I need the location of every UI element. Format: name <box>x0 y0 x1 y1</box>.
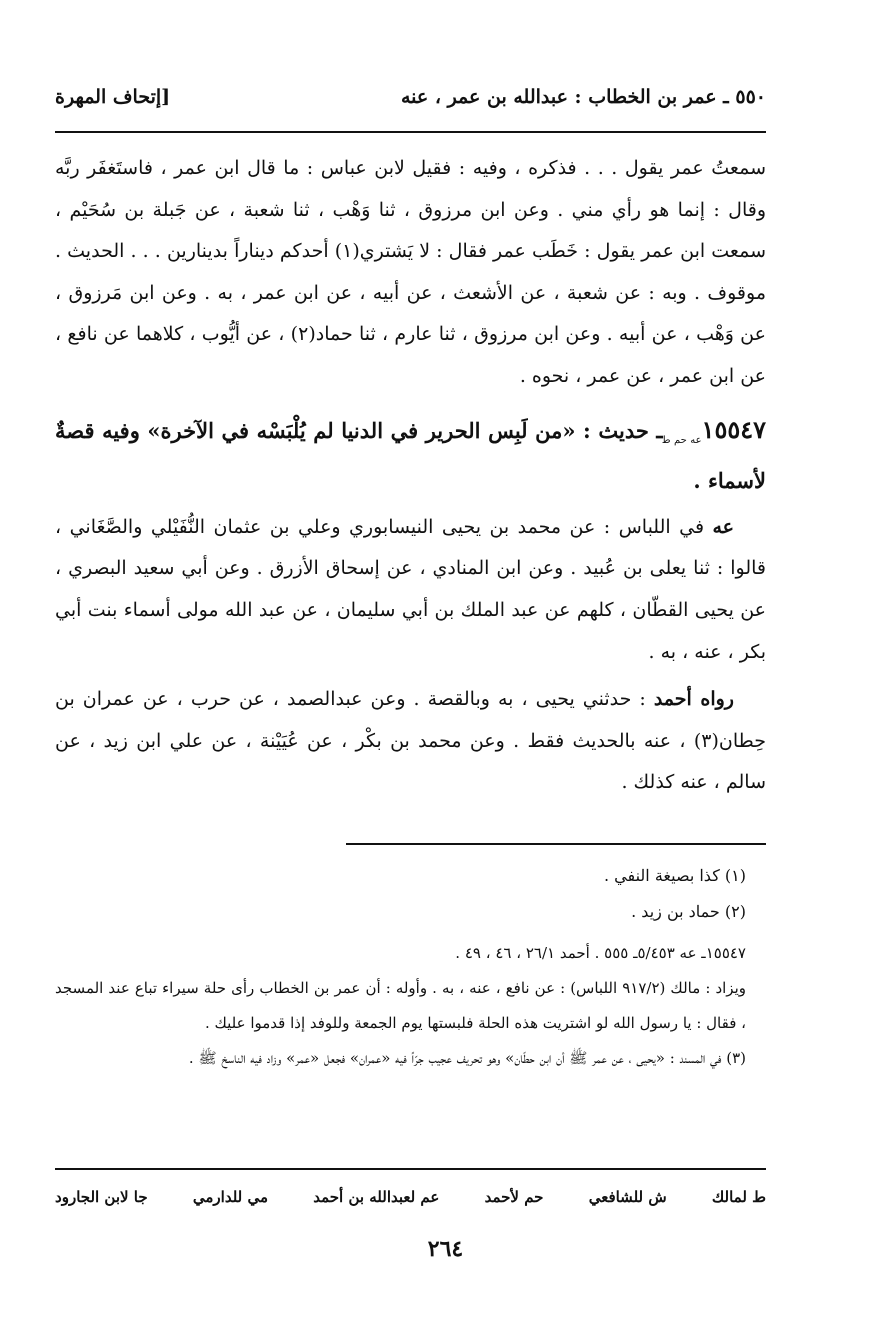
header-divider <box>55 131 766 133</box>
source-lead: رواه أحمد <box>653 688 734 711</box>
paragraph-ahmad <box>55 679 766 804</box>
abbreviation-item: جا لابن الجارود <box>55 1188 148 1206</box>
source-lead: عه <box>712 515 735 538</box>
footnotes <box>55 858 766 1076</box>
footnote-2: (٢) حماد بن زيد . <box>631 902 746 921</box>
hadith-title: ـ حديث : «من لَبِس الحرير في الدنيا لم يُلْبَسْه في الآخرة» وفيه قصةٌ لأسماء . <box>55 417 766 493</box>
header-book-title: [إتحاف المهرة <box>55 86 171 108</box>
footnote-divider <box>346 843 766 845</box>
footnote-reference: ١٥٥٤٧ـ عه ٥/٤٥٣ـ ٥٥٥ . أحمد ٢٦/١ ، ٤٦ ، ٤٩ . <box>455 944 746 962</box>
abbreviation-item: مي للدارمي <box>192 1188 268 1206</box>
paragraph-text: في اللباس : عن محمد بن يحيى النيسابوري وعلي بن عثمان النُّفَيْلي والصَّغَاني ، قالوا : ثنا يعلى بن عُبيد . وعن ابن المنادي ، عن إسحاق الأزرق . وعن أبي سعيد البصري ، عن يحيى القطّان ، كلهم عن عبد الملك بن أبي سليمان ، عن عبد الله مولى أسماء بنت أبي بكر ، عنه ، به . <box>55 515 766 663</box>
footnote-addition: ويزاد : مالك (٩١٧/٢ اللباس) : عن نافع ، عنه ، به . وأوله : أن عمر بن الخطاب رأى حلة سيراء تباع عند المسجد ، فقال : يا رسول الله لو اشتريت هذه الحلة فلبستها يوم الجمعة وللوفد إذا قدموا عليك . <box>55 979 746 1032</box>
abbreviation-item: ش للشافعي <box>588 1188 667 1206</box>
abbreviation-key <box>55 1180 766 1214</box>
page-number: ٢٦٤ <box>427 1236 464 1262</box>
footer-divider <box>55 1168 766 1170</box>
footnote-3: (٣) في المسند : «يحيى ، عن عمر ﷺ أن ابن حطّان» وهو تحريف عجيب جرّاً فيه «عمران» فجعل «عمر» وزاد فيه الناسخ ﷺ . <box>188 1049 746 1067</box>
hadith-number: ١٥٥٤٧ <box>701 414 766 444</box>
main-text <box>55 148 766 804</box>
abbreviation-item: ط لمالك <box>711 1188 766 1206</box>
running-header <box>55 82 766 122</box>
footnote-1: (١) كذا بصيغة النفي . <box>603 866 746 885</box>
paragraph-continued: سمعتُ عمر يقول . . . فذكره ، وفيه : فقيل لابن عباس : ما قال ابن عمر ، فاستَغفَر ربَّه وقال : إنما هو رأي مني . وعن ابن مرزوق ، ثنا وَهْب ، ثنا شعبة ، عن جَبلة بن سُحَيْم ، سمعت ابن عمر يقول : خَطَب عمر فقال : لا يَشتري(١) أحدكم ديناراً بدينارين . . . الحديث . موقوف . وبه : عن شعبة ، عن الأشعث ، عن أبيه ، عن ابن عمر ، به . وعن ابن مَرزوق ، عن وَهْب ، عن أبيه . وعن ابن مرزوق ، ثنا عارم ، ثنا حماد(٢) ، عن أيُّوب ، كلاهما عن نافع ، عن ابن عمر ، عن عمر ، نحوه . <box>55 157 766 387</box>
abbreviation-item: حم لأحمد <box>484 1188 544 1206</box>
paragraph-text: : حدثني يحيى ، به وبالقصة . وعن عبدالصمد ، عن حرب ، عن عمران بن حِطان(٣) ، عنه بالحديث فقط . وعن محمد بن بكْر ، عن عُيَيْنة ، عن علي ابن زيد ، عن سالم ، عنه كذلك . <box>55 688 766 794</box>
hadith-source-mark: عه حم ط <box>662 434 702 446</box>
header-title: ٥٥٠ ـ عمر بن الخطاب : عبدالله بن عمر ، عنه <box>400 86 766 108</box>
paragraph-abu-awana <box>55 507 766 673</box>
abbreviation-item: عم لعبدالله بن أحمد <box>313 1188 440 1206</box>
hadith-heading <box>55 410 766 501</box>
